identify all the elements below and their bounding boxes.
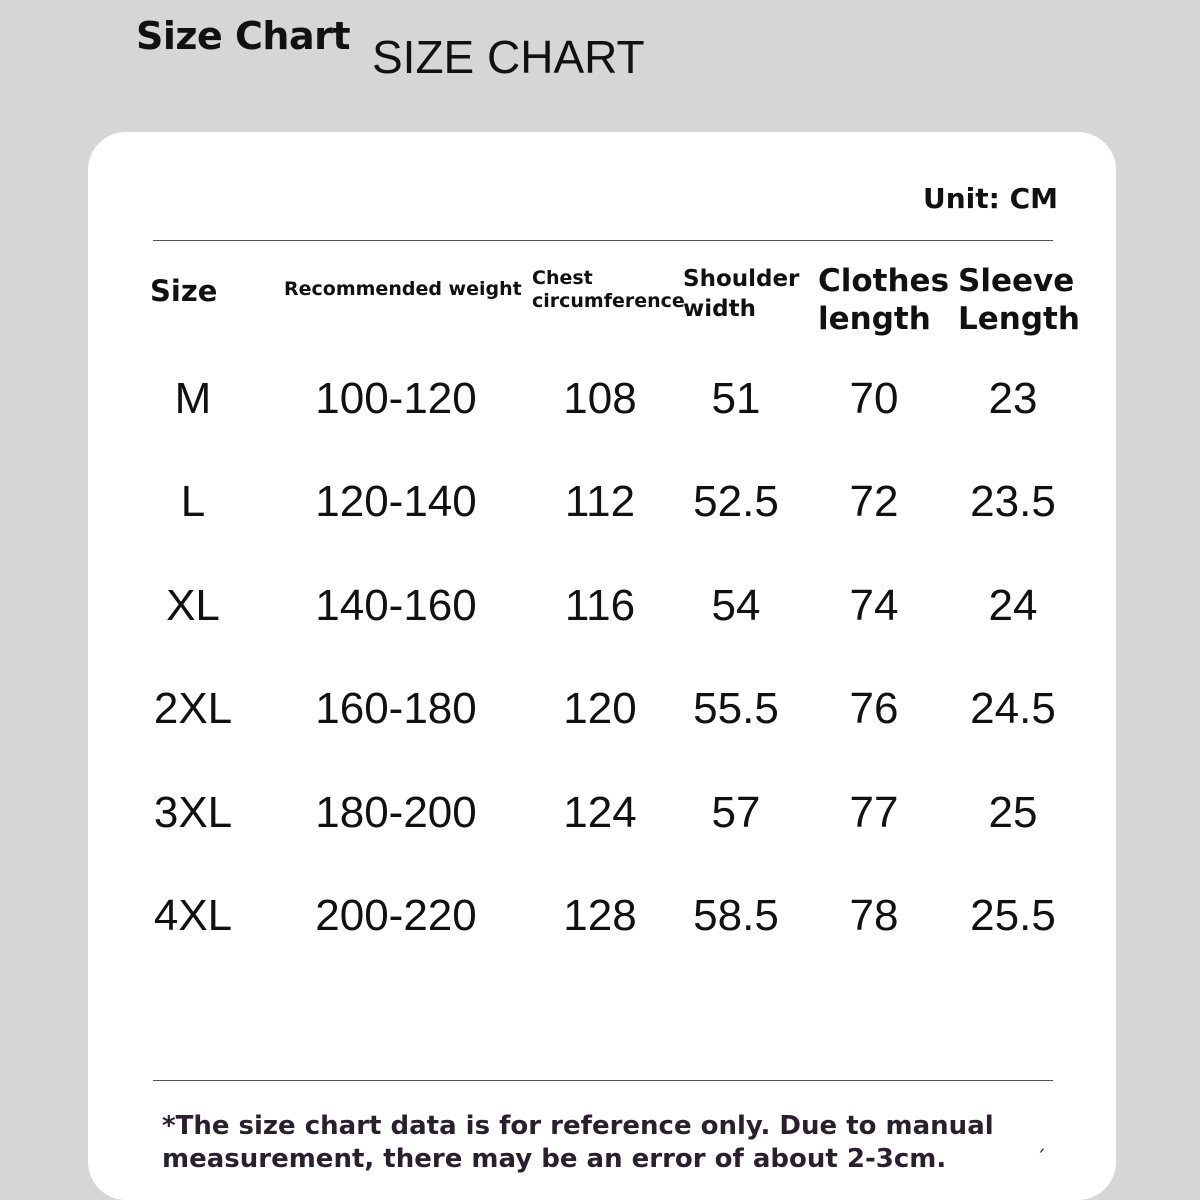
header-shoulder-width: Shoulder width <box>683 266 800 322</box>
size-chart-title: Size Chart <box>136 14 351 58</box>
bottom-divider <box>153 1080 1053 1081</box>
cell-length: 77 <box>849 788 899 837</box>
cell-shoulder: 51 <box>711 374 761 423</box>
cell-weight: 180-200 <box>315 788 477 837</box>
size-chart-heading: SIZE CHART <box>372 31 645 83</box>
header-chest-circumference: Chest circumference <box>532 267 685 312</box>
cell-length: 78 <box>849 891 899 940</box>
header-recommended-weight: Recommended weight <box>284 278 522 300</box>
cell-size: 3XL <box>153 788 233 837</box>
cell-chest: 116 <box>564 581 636 630</box>
cell-length: 70 <box>849 374 899 423</box>
cell-sleeve: 23.5 <box>970 477 1056 526</box>
header-sleeve-length: Sleeve Length <box>958 263 1080 337</box>
cell-size: L <box>180 477 206 526</box>
cell-shoulder: 55.5 <box>693 684 779 733</box>
cell-length: 76 <box>849 684 899 733</box>
cell-chest: 124 <box>563 788 637 837</box>
cell-shoulder: 52.5 <box>693 477 779 526</box>
cell-size: 2XL <box>153 684 233 733</box>
cell-sleeve: 25 <box>988 788 1038 837</box>
cell-weight: 160-180 <box>315 684 477 733</box>
disclaimer-note: *The size chart data is for reference only. Due to manual measurement, there may be an error of about 2-3cm. <box>162 1111 994 1174</box>
header-clothes-length: Clothes length <box>818 263 950 337</box>
cell-sleeve: 24.5 <box>970 684 1056 733</box>
cell-length: 72 <box>849 477 899 526</box>
cell-weight: 200-220 <box>315 891 477 940</box>
cell-sleeve: 24 <box>988 581 1038 630</box>
header-size: Size <box>150 274 218 308</box>
cell-length: 74 <box>849 581 899 630</box>
cell-chest: 128 <box>563 891 637 940</box>
cell-weight: 100-120 <box>315 374 477 423</box>
top-divider <box>153 240 1053 241</box>
cell-shoulder: 54 <box>711 581 761 630</box>
cell-size: 4XL <box>153 891 233 940</box>
cell-sleeve: 23 <box>988 374 1038 423</box>
cell-shoulder: 57 <box>711 788 761 837</box>
cell-size: M <box>174 374 212 423</box>
cell-chest: 108 <box>563 374 637 423</box>
cell-chest: 120 <box>563 684 637 733</box>
stray-mark: ´ <box>1036 1146 1046 1170</box>
cell-weight: 120-140 <box>315 477 477 526</box>
cell-chest: 112 <box>564 477 636 526</box>
unit-label: Unit: CM <box>923 182 1059 215</box>
cell-weight: 140-160 <box>315 581 477 630</box>
cell-size: XL <box>166 581 220 630</box>
cell-shoulder: 58.5 <box>693 891 779 940</box>
cell-sleeve: 25.5 <box>970 891 1056 940</box>
